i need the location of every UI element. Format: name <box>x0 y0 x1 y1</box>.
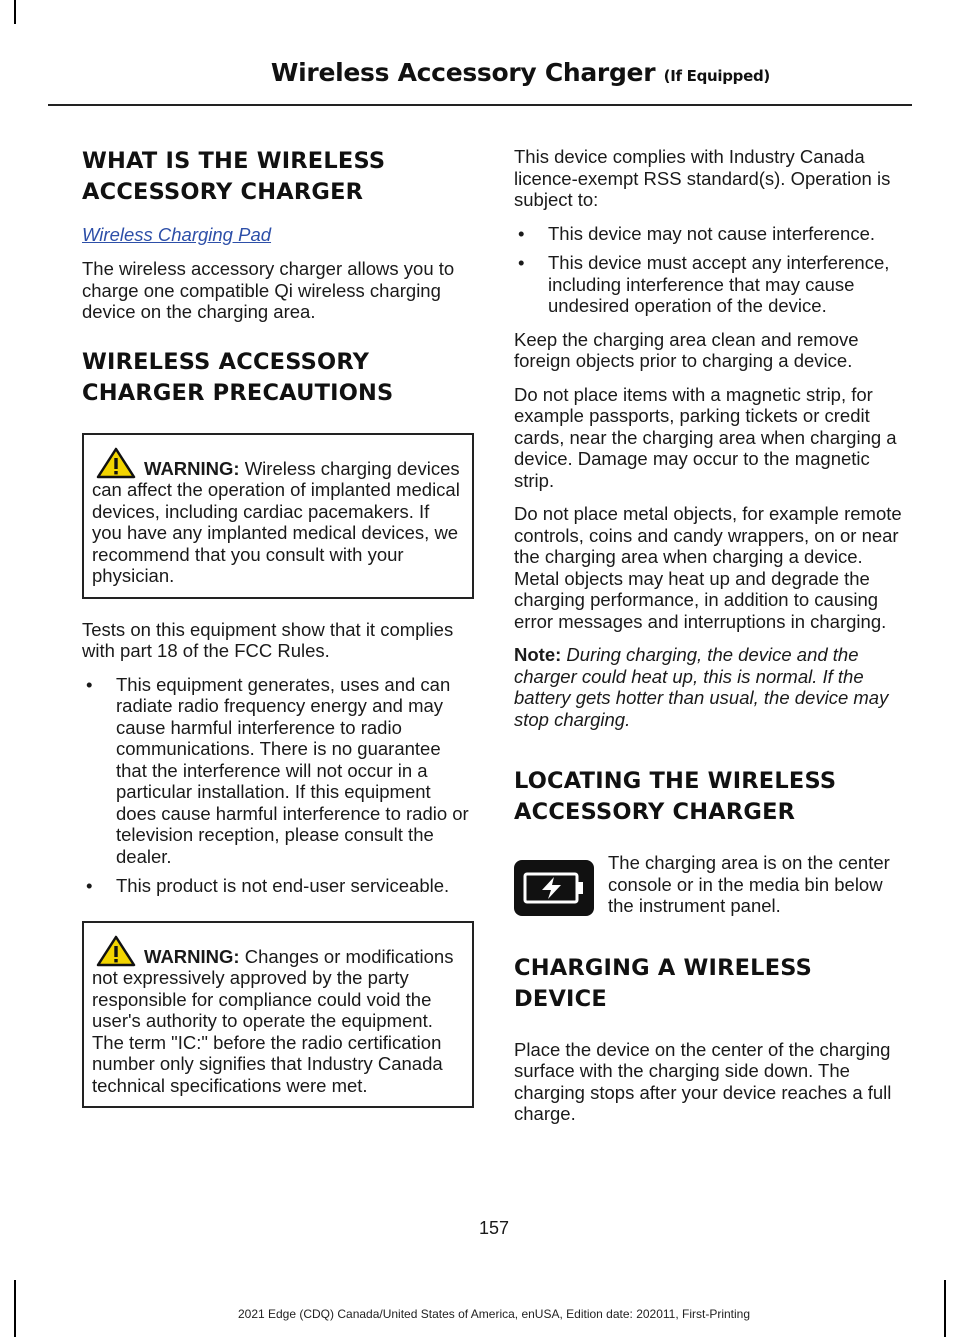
warning-text: Changes or modifications not expressively approved by the party responsible for compliance could void the user's authority to operate the equipment. The term "IC:" before the radio certification number only signifies that Industry Canada technical specifications were met. <box>92 945 454 1096</box>
section-heading-what-is: WHAT IS THE WIRELESS ACCESSORY CHARGER <box>82 148 386 205</box>
note-text: During charging, the device and the charger could heat up, this is normal. If the battery gets hotter than usual, the device may stop charging. <box>514 644 889 730</box>
warning-label: WARNING: <box>144 945 240 967</box>
ic-bullet-list <box>514 223 906 317</box>
page-header <box>271 58 770 87</box>
wireless-charger-icon <box>514 860 594 916</box>
page-footer: 2021 Edge (CDQ) Canada/United States of America, enUSA, Edition date: 202011, First-Printing <box>237 1307 751 1321</box>
note-paragraph <box>514 644 906 730</box>
warning-text: Wireless charging devices can affect the operation of implanted medical devices, including cardiac pacemakers. If you have any implanted medical devices, we recommend that you consult with your physician. <box>92 457 460 586</box>
warning-triangle-icon <box>96 447 136 479</box>
locating-text: The charging area is on the center console or in the media bin below the instrument panel. <box>608 852 890 916</box>
page-number: 157 <box>478 1218 510 1238</box>
metal-objects-paragraph: Do not place metal objects, for example remote controls, coins and candy wrappers, on or near the charging area when charging a device. Metal objects may heat up and degrade the charging performance, in addition to causing error messages and interruptions in charging. <box>514 503 902 632</box>
crop-mark <box>14 0 16 24</box>
charging-paragraph: Place the device on the center of the charging surface with the charging side down. The charging stops after your device reaches a full charge. <box>514 1038 892 1124</box>
fcc-bullet-list <box>82 674 474 897</box>
note-label: Note: <box>514 644 562 665</box>
wireless-charging-pad-link[interactable]: Wireless Charging Pad <box>82 224 272 245</box>
section-heading-precautions: WIRELESS ACCESSORY CHARGER PRECAUTIONS <box>82 348 394 406</box>
list-item: • This device may not cause interference. <box>514 223 906 245</box>
list-item: • This product is not end-user serviceable. <box>82 875 474 897</box>
clean-area-paragraph: Keep the charging area clean and remove foreign objects prior to charging a device. <box>514 328 859 371</box>
header-subtitle: (If Equipped) <box>663 67 770 85</box>
section-heading-charging: CHARGING A WIRELESS DEVICE <box>514 954 813 1012</box>
magnetic-strip-paragraph: Do not place items with a magnetic strip, for example passports, parking tickets or credit cards, near the charging area when charging a device. Damage may occur to the magnetic strip. <box>514 383 897 491</box>
header-divider <box>48 104 912 106</box>
list-item: • This equipment generates, uses and can radiate radio frequency energy and may cause harmful interference to radio communications. There is no guarantee that the interference will not occur in a particular installation. If this equipment does cause harmful interference to radio or television reception, please consult the dealer. <box>82 674 474 868</box>
fcc-intro-paragraph: Tests on this equipment show that it complies with part 18 of the FCC Rules. <box>82 618 454 661</box>
ic-intro-paragraph: This device complies with Industry Canada licence-exempt RSS standard(s). Operation is subject to: <box>514 146 891 210</box>
list-item: • This device must accept any interference, including interference that may cause undesired operation of the device. <box>514 252 906 317</box>
intro-paragraph: The wireless accessory charger allows you to charge one compatible Qi wireless charging device on the charging area. <box>82 258 455 322</box>
left-column <box>82 146 474 1128</box>
header-title: Wireless Accessory Charger <box>270 58 656 87</box>
warning-label: WARNING: <box>144 457 240 479</box>
warning-box-medical <box>82 433 474 599</box>
warning-box-modifications <box>82 921 474 1109</box>
section-heading-locating: LOCATING THE WIRELESS ACCESSORY CHARGER <box>514 768 837 825</box>
right-column <box>514 146 906 1137</box>
locating-block <box>514 852 906 917</box>
warning-triangle-icon <box>96 935 136 967</box>
